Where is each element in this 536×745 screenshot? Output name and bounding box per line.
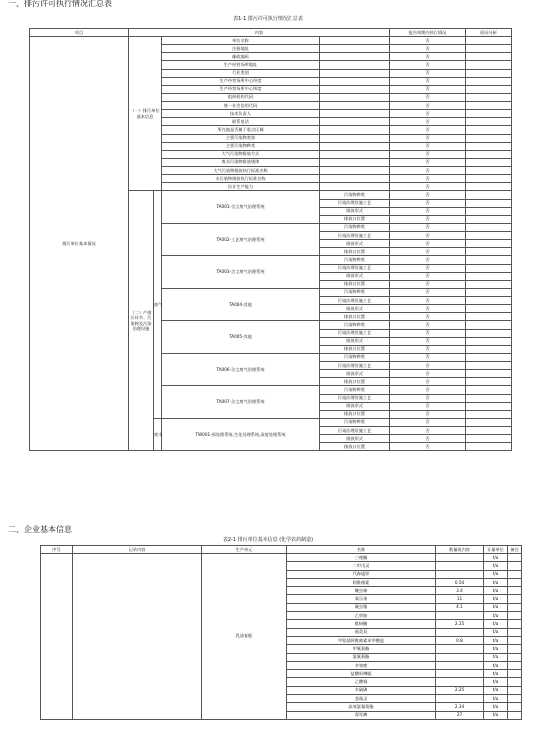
status-cell: 否 <box>390 158 466 166</box>
permit-summary-table <box>29 28 512 451</box>
sub-item-label: 污染治理设施工艺 <box>320 329 390 337</box>
item-label: 技术负责人 <box>162 110 320 118</box>
sub-item-label: 污染治理设施工艺 <box>320 297 390 305</box>
record-cell <box>73 554 202 720</box>
status-cell: 否 <box>390 69 466 77</box>
reason-cell <box>466 402 512 410</box>
sub-item-label: 污染物种类 <box>320 223 390 231</box>
qty-cell: 4.1 <box>436 603 484 611</box>
unit-measure-cell: t/a <box>484 612 508 620</box>
status-cell: 否 <box>390 167 466 175</box>
water-label: 废水 <box>154 418 162 451</box>
table-header-row <box>41 546 522 554</box>
status-cell: 否 <box>390 93 466 101</box>
reason-cell <box>466 158 512 166</box>
sub-item-label: 污染治理设施工艺 <box>320 362 390 370</box>
name-cell: 乙酸铜 <box>287 678 436 686</box>
remark-cell <box>508 562 522 570</box>
unit-measure-cell: t/a <box>484 695 508 703</box>
name-cell: 甲氨基阿维菌素苯甲酸盐 <box>287 636 436 644</box>
empty-cell <box>320 45 390 53</box>
unit-measure-cell: t/a <box>484 670 508 678</box>
empty-cell <box>320 102 390 110</box>
table-header-row <box>30 29 512 37</box>
name-cell: 多效唑 <box>287 661 436 669</box>
reason-cell <box>466 418 512 426</box>
table-row <box>41 554 522 562</box>
name-cell: 氯氰菊酯 <box>287 653 436 661</box>
status-cell: 否 <box>390 37 466 45</box>
reason-cell <box>466 142 512 150</box>
sub-item-label: 排放口位置 <box>320 378 390 386</box>
qty-cell: 0.8 <box>436 636 484 644</box>
status-cell: 否 <box>390 337 466 345</box>
status-cell: 否 <box>390 110 466 118</box>
status-cell: 否 <box>390 223 466 231</box>
table1-caption: 表1-1 排污许可执行情况汇总表 <box>233 16 303 22</box>
reason-cell <box>466 394 512 402</box>
name-cell: 福美双 <box>287 628 436 636</box>
header-content: 内容 <box>129 29 390 37</box>
item-label: 邮政编码 <box>162 53 320 61</box>
unit-measure-cell: t/a <box>484 587 508 595</box>
unit-measure-cell: t/a <box>484 628 508 636</box>
remark-cell <box>508 554 522 562</box>
status-cell: 否 <box>390 142 466 150</box>
reason-cell <box>466 37 512 45</box>
qty-cell: 0.54 <box>436 578 484 586</box>
reason-cell <box>466 435 512 443</box>
status-cell: 否 <box>390 353 466 361</box>
group-label: （二）产排污环节、污染物及污染治理设施 <box>129 191 154 451</box>
item-label: 生产经营场所中心纬度 <box>162 85 320 93</box>
sub-item-label: 污染治理设施工艺 <box>320 394 390 402</box>
reason-cell <box>466 240 512 248</box>
reason-cell <box>466 329 512 337</box>
remark-cell <box>508 653 522 661</box>
status-cell: 否 <box>390 85 466 93</box>
status-cell: 否 <box>390 297 466 305</box>
status-cell: 否 <box>390 394 466 402</box>
name-cell: 悲霜灵 <box>287 695 436 703</box>
qty-cell <box>436 670 484 678</box>
qty-cell: 2.34 <box>436 703 484 711</box>
unit-cell: 乳油复配 <box>202 554 287 720</box>
remark-cell <box>508 612 522 620</box>
sub-item-label: 排放口位置 <box>320 345 390 353</box>
status-cell: 否 <box>390 362 466 370</box>
name-cell: 盐酸吗啉胍 <box>287 670 436 678</box>
header-cell: 名称 <box>287 546 436 554</box>
remark-cell <box>508 587 522 595</box>
item-label: 水污染物排放执行标准名称 <box>162 175 320 183</box>
unit-measure-cell: t/a <box>484 645 508 653</box>
group-label: （一）排污单位基本信息 <box>129 37 162 191</box>
reason-cell <box>466 272 512 280</box>
reason-cell <box>466 443 512 451</box>
status-cell: 否 <box>390 77 466 85</box>
unit-measure-cell: t/a <box>484 661 508 669</box>
reason-cell <box>466 110 512 118</box>
empty-cell <box>320 61 390 69</box>
enterprise-info-table <box>40 545 522 720</box>
reason-cell <box>466 427 512 435</box>
status-cell: 否 <box>390 329 466 337</box>
unit-measure-cell: t/a <box>484 711 508 719</box>
status-cell: 否 <box>390 321 466 329</box>
item-label: 组织机构代码 <box>162 93 320 101</box>
sub-item-label: 排放形式 <box>320 402 390 410</box>
reason-cell <box>466 337 512 345</box>
status-cell: 否 <box>390 313 466 321</box>
sub-item-label: 污染物种类 <box>320 353 390 361</box>
reason-cell <box>466 305 512 313</box>
sub-item-label: 排放形式 <box>320 305 390 313</box>
unit-measure-cell: t/a <box>484 678 508 686</box>
empty-cell <box>320 69 390 77</box>
reason-cell <box>466 93 512 101</box>
remark-cell <box>508 570 522 578</box>
empty-cell <box>320 53 390 61</box>
name-cell: 阿维菌素 <box>287 578 436 586</box>
qty-cell <box>436 562 484 570</box>
index-cell <box>41 554 73 720</box>
sub-item-label: 污染物种类 <box>320 386 390 394</box>
sub-item-label: 污染治理设施工艺 <box>320 427 390 435</box>
sub-item-label: 排放口位置 <box>320 248 390 256</box>
sub-item-label: 排放口位置 <box>320 313 390 321</box>
remark-cell <box>508 636 522 644</box>
item-label: 设计生产能力 <box>162 183 320 191</box>
empty-cell <box>320 77 390 85</box>
status-cell: 否 <box>390 410 466 418</box>
qty-cell <box>436 653 484 661</box>
sub-item-label: 排放口位置 <box>320 215 390 223</box>
name-cell: 高效氯氰菊酯 <box>287 703 436 711</box>
unit-measure-cell: t/a <box>484 636 508 644</box>
table2-caption: 表2-1 排污单位基本信息 (化学农药制造) <box>222 537 314 543</box>
status-cell: 否 <box>390 150 466 158</box>
reason-cell <box>466 45 512 53</box>
status-cell: 否 <box>390 264 466 272</box>
system-name: TA004-其他 <box>162 288 320 321</box>
empty-cell <box>320 93 390 101</box>
item-label: 大气污染物排放方式 <box>162 150 320 158</box>
unit-measure-cell: t/a <box>484 570 508 578</box>
qty-cell <box>436 661 484 669</box>
status-cell: 否 <box>390 418 466 426</box>
empty-cell <box>320 175 390 183</box>
status-cell: 否 <box>390 280 466 288</box>
name-cell: 三唑酮 <box>287 554 436 562</box>
reason-cell <box>466 370 512 378</box>
status-cell: 否 <box>390 199 466 207</box>
sub-item-label: 排放形式 <box>320 207 390 215</box>
status-cell: 否 <box>390 370 466 378</box>
empty-cell <box>320 158 390 166</box>
status-cell: 否 <box>390 134 466 142</box>
status-cell: 否 <box>390 207 466 215</box>
status-cell: 否 <box>390 45 466 53</box>
qty-cell <box>436 554 484 562</box>
system-name: TA007-含尘废气治理系统 <box>162 386 320 419</box>
empty-cell <box>320 37 390 45</box>
reason-cell <box>466 69 512 77</box>
remark-cell <box>508 711 522 719</box>
remark-cell <box>508 670 522 678</box>
sub-item-label: 排放口位置 <box>320 410 390 418</box>
sub-item-label: 污染治理设施工艺 <box>320 232 390 240</box>
category-cell: 排污单位基本情况 <box>30 37 129 451</box>
reason-cell <box>466 256 512 264</box>
qty-cell: 2.25 <box>436 620 484 628</box>
reason-cell <box>466 353 512 361</box>
qty-cell <box>436 645 484 653</box>
system-name: TA003-含尘废气治理系统 <box>162 256 320 289</box>
name-cell: 辛硫磷 <box>287 686 436 694</box>
sub-item-label: 污染治理设施工艺 <box>320 199 390 207</box>
reason-cell <box>466 191 512 199</box>
status-cell: 否 <box>390 305 466 313</box>
item-label: 大气污染物排放执行标准名称 <box>162 167 320 175</box>
status-cell: 否 <box>390 232 466 240</box>
unit-measure-cell: t/a <box>484 562 508 570</box>
header-reason: 原因分析 <box>466 29 512 37</box>
reason-cell <box>466 175 512 183</box>
sub-item-label: 污染物种类 <box>320 288 390 296</box>
sub-item-label: 污染物种类 <box>320 256 390 264</box>
reason-cell <box>466 362 512 370</box>
reason-cell <box>466 410 512 418</box>
reason-cell <box>466 53 512 61</box>
sub-item-label: 污染物种类 <box>320 191 390 199</box>
reason-cell <box>466 264 512 272</box>
qty-cell <box>436 695 484 703</box>
status-cell: 否 <box>390 288 466 296</box>
table-row <box>30 37 512 45</box>
item-label: 生产经营场所地址 <box>162 61 320 69</box>
reason-cell <box>466 118 512 126</box>
sub-item-label: 污染物种类 <box>320 418 390 426</box>
status-cell: 否 <box>390 102 466 110</box>
reason-cell <box>466 61 512 69</box>
name-cell: 氧乐果 <box>287 595 436 603</box>
unit-measure-cell: t/a <box>484 595 508 603</box>
item-label: 行业类别 <box>162 69 320 77</box>
status-cell: 否 <box>390 183 466 191</box>
header-cell: 序号 <box>41 546 73 554</box>
status-cell: 否 <box>390 345 466 353</box>
qty-cell: 27 <box>436 711 484 719</box>
header-cell: 记录内容 <box>73 546 202 554</box>
item-label: 主要污染物类别 <box>162 134 320 142</box>
qty-cell: 2.25 <box>436 686 484 694</box>
unit-measure-cell: t/a <box>484 686 508 694</box>
status-cell: 否 <box>390 272 466 280</box>
remark-cell <box>508 678 522 686</box>
name-cell: 毒死蜱 <box>287 711 436 719</box>
system-name: TA006-含尘废气治理系统 <box>162 353 320 386</box>
reason-cell <box>466 345 512 353</box>
reason-cell <box>466 183 512 191</box>
system-name: TA005-其他 <box>162 321 320 354</box>
remark-cell <box>508 661 522 669</box>
name-cell: 吡蚜酮 <box>287 620 436 628</box>
gas-label: 废气 <box>154 191 162 419</box>
empty-cell <box>320 150 390 158</box>
remark-cell <box>508 695 522 703</box>
item-label: 联系电话 <box>162 118 320 126</box>
sub-item-label: 污染物种类 <box>320 321 390 329</box>
status-cell: 否 <box>390 427 466 435</box>
empty-cell <box>320 142 390 150</box>
sub-item-label: 排放口位置 <box>320 443 390 451</box>
header-cell: 数量或内容 <box>436 546 484 554</box>
unit-measure-cell: t/a <box>484 554 508 562</box>
remark-cell <box>508 595 522 603</box>
reason-cell <box>466 313 512 321</box>
status-cell: 否 <box>390 215 466 223</box>
reason-cell <box>466 288 512 296</box>
empty-cell <box>320 85 390 93</box>
status-cell: 否 <box>390 175 466 183</box>
qty-cell <box>436 570 484 578</box>
reason-cell <box>466 223 512 231</box>
remark-cell <box>508 628 522 636</box>
reason-cell <box>466 150 512 158</box>
header-cell: 备注 <box>508 546 522 554</box>
unit-measure-cell: t/a <box>484 653 508 661</box>
item-label: 废水污染物排放规律 <box>162 158 320 166</box>
qty-cell: 3.4 <box>436 587 484 595</box>
qty-cell <box>436 612 484 620</box>
status-cell: 否 <box>390 191 466 199</box>
header-cell: 生产单元 <box>202 546 287 554</box>
empty-cell <box>320 183 390 191</box>
status-cell: 否 <box>390 378 466 386</box>
item-label: 注册地址 <box>162 45 320 53</box>
name-cell: 代森锰锌 <box>287 570 436 578</box>
status-cell: 否 <box>390 435 466 443</box>
system-name: TA002-工艺废气治理系统 <box>162 223 320 256</box>
reason-cell <box>466 85 512 93</box>
qty-cell <box>436 678 484 686</box>
qty-cell <box>436 628 484 636</box>
name-cell: 噻虫嗪 <box>287 587 436 595</box>
status-cell: 否 <box>390 53 466 61</box>
header-status: 报告周期内执行情况 <box>390 29 466 37</box>
reason-cell <box>466 102 512 110</box>
unit-measure-cell: t/a <box>484 603 508 611</box>
item-label: 统一社会信用代码 <box>162 102 320 110</box>
sub-item-label: 排放口位置 <box>320 280 390 288</box>
empty-cell <box>320 134 390 142</box>
status-cell: 否 <box>390 443 466 451</box>
name-cell: 二甲戊灵 <box>287 562 436 570</box>
unit-measure-cell: t/a <box>484 703 508 711</box>
status-cell: 否 <box>390 118 466 126</box>
remark-cell <box>508 603 522 611</box>
name-cell: 氟虫腈 <box>287 603 436 611</box>
status-cell: 否 <box>390 386 466 394</box>
reason-cell <box>466 280 512 288</box>
name-cell: 甲氰菊酯 <box>287 645 436 653</box>
reason-cell <box>466 207 512 215</box>
sub-item-label: 排放形式 <box>320 370 390 378</box>
status-cell: 否 <box>390 256 466 264</box>
empty-cell <box>320 167 390 175</box>
unit-measure-cell: t/a <box>484 620 508 628</box>
remark-cell <box>508 686 522 694</box>
name-cell: 乙草胺 <box>287 612 436 620</box>
status-cell: 否 <box>390 126 466 134</box>
reason-cell <box>466 167 512 175</box>
header-cell: 计量单位 <box>484 546 508 554</box>
status-cell: 否 <box>390 402 466 410</box>
status-cell: 否 <box>390 61 466 69</box>
item-label: 主要污染物种类 <box>162 142 320 150</box>
status-cell: 否 <box>390 248 466 256</box>
qty-cell: 11 <box>436 595 484 603</box>
remark-cell <box>508 703 522 711</box>
system-name: TW001-预处理系统,生化处理系统,深度处理系统 <box>162 418 320 451</box>
reason-cell <box>466 199 512 207</box>
reason-cell <box>466 134 512 142</box>
system-name: TA001-含尘废气治理系统 <box>162 191 320 224</box>
empty-cell <box>320 110 390 118</box>
reason-cell <box>466 378 512 386</box>
empty-cell <box>320 126 390 134</box>
reason-cell <box>466 386 512 394</box>
reason-cell <box>466 77 512 85</box>
sub-item-label: 排放形式 <box>320 240 390 248</box>
sub-item-label: 污染治理设施工艺 <box>320 264 390 272</box>
reason-cell <box>466 232 512 240</box>
item-label: 所在地是否属于重点区域 <box>162 126 320 134</box>
sub-item-label: 排放形式 <box>320 435 390 443</box>
remark-cell <box>508 645 522 653</box>
header-item: 项目 <box>30 29 129 37</box>
reason-cell <box>466 126 512 134</box>
sub-item-label: 排放形式 <box>320 272 390 280</box>
reason-cell <box>466 321 512 329</box>
reason-cell <box>466 248 512 256</box>
section2-title: 二、企业基本信息 <box>8 525 72 534</box>
item-label: 单位名称 <box>162 37 320 45</box>
remark-cell <box>508 620 522 628</box>
section1-title: 一、排污许可执行情况汇总表 <box>8 0 112 8</box>
item-label: 生产经营场所中心经度 <box>162 77 320 85</box>
sub-item-label: 排放形式 <box>320 337 390 345</box>
remark-cell <box>508 578 522 586</box>
reason-cell <box>466 297 512 305</box>
unit-measure-cell: t/a <box>484 578 508 586</box>
reason-cell <box>466 215 512 223</box>
empty-cell <box>320 118 390 126</box>
status-cell: 否 <box>390 240 466 248</box>
